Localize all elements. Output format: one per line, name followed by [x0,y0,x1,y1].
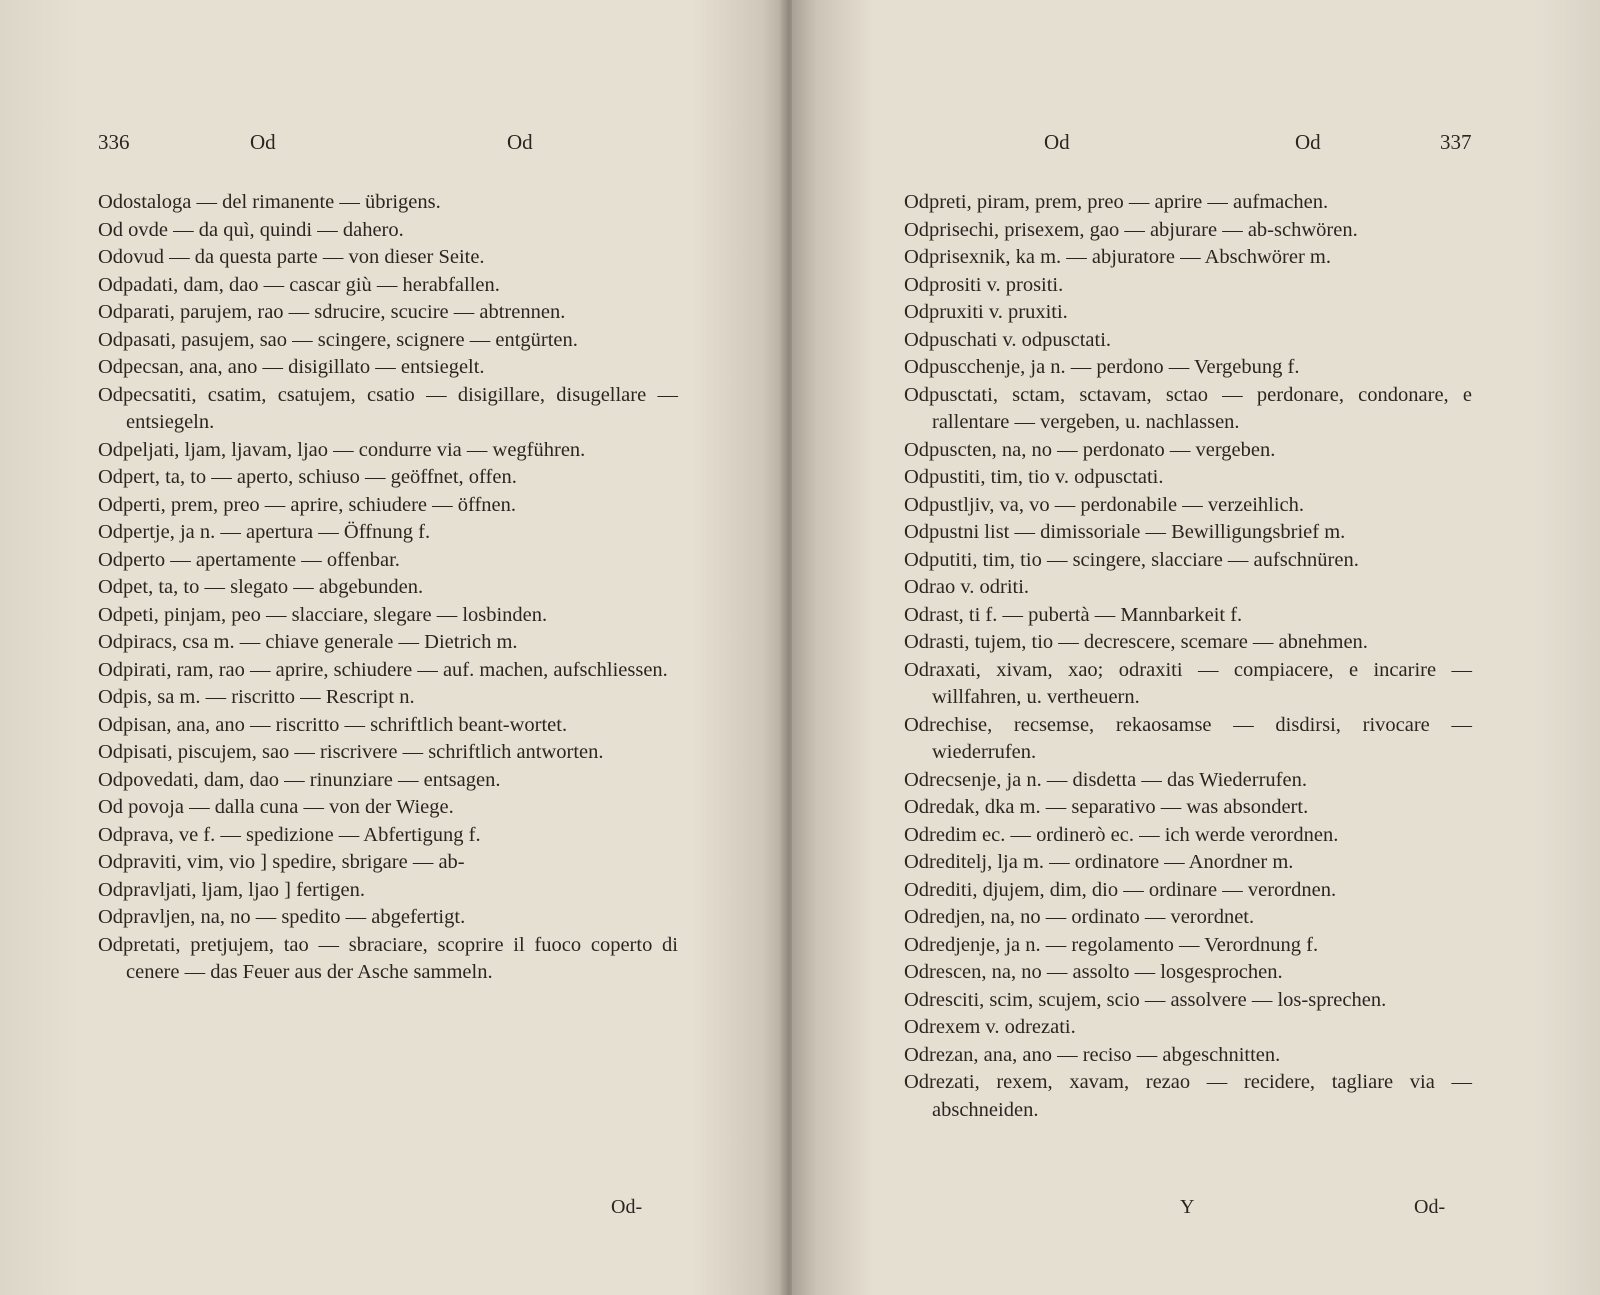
dictionary-entry: Odrasti, tujem, tio — decrescere, scemare — abnehmen. [904,631,1368,653]
dictionary-entry: Odprisechi, prisexem, gao — abjurare — ab-schwören. [904,218,1358,241]
dictionary-entry: Odpet, ta, to — slegato — abgebunden. [98,576,424,598]
dictionary-entry: Odperto — apertamente — offenbar. [98,548,400,571]
dictionary-entry: Odredjenje, ja n. — regolamento — Verordnung f. [904,933,1319,956]
dictionary-entry: Odredak, dka m. — separativo — was absondert. [904,796,1309,818]
dictionary-entry: Odpecsan, ana, ano — disigillato — entsiegelt. [98,356,485,378]
right-catchword: Od- [1414,1196,1446,1218]
dictionary-entry: Odpirati, ram, rao — aprire, schiudere — auf. machen, aufschliessen. [98,658,668,681]
left-page-number: 336 [98,130,130,154]
left-headword-right: Od [507,130,533,154]
dictionary-entry: Odrezan, ana, ano — reciso — abgeschnitten. [904,1043,1281,1066]
dictionary-entry: Odpert, ta, to — aperto, schiuso — geöffnet, offen. [98,466,517,488]
right-entry-list [904,189,1472,1124]
dictionary-entry: Odpadati, dam, dao — cascar giù — herabfallen. [98,273,500,296]
dictionary-entry: Odpeti, pinjam, peo — slacciare, slegare — losbinden. [98,603,548,626]
right-running-header [792,130,1600,166]
dictionary-entry: Odpuscten, na, no — perdonato — vergeben. [904,438,1276,461]
dictionary-entry: Odrechise, recsemse, rekaosamse — disdirsi, rivocare — wiederrufen. [904,713,1472,763]
dictionary-entry: Odprisexnik, ka m. — abjuratore — Abschwörer m. [904,246,1331,268]
dictionary-entry: Odpertje, ja n. — apertura — Öffnung f. [98,521,431,543]
dictionary-entry: Od ovde — da quì, quindi — dahero. [98,218,404,241]
dictionary-entry: Odreditelj, lja m. — ordinatore — Anordner m. [904,851,1294,873]
dictionary-entry: Odpreti, piram, prem, preo — aprire — aufmachen. [904,191,1329,213]
dictionary-entry: Odpiracs, csa m. — chiave generale — Dietrich m. [98,631,518,653]
dictionary-entry: Odpustni list — dimissoriale — Bewilligungsbrief m. [904,521,1346,543]
left-running-header [0,130,786,166]
right-page-number: 337 [1440,130,1472,154]
dictionary-entry: Odprositi v. prositi. [904,273,1064,296]
dictionary-entry: Odovud — da questa parte — von dieser Seite. [98,246,485,268]
dictionary-entry: Odpustiti, tim, tio v. odpusctati. [904,466,1164,488]
dictionary-entry: Odperti, prem, preo — aprire, schiudere — öffnen. [98,493,517,516]
dictionary-entry: Odpustljiv, va, vo — perdonabile — verzeihlich. [904,493,1305,516]
dictionary-entry: Odrediti, djujem, dim, dio — ordinare — verordnen. [904,878,1337,901]
dictionary-entry: Odpis, sa m. — riscritto — Rescript n. [98,686,415,708]
right-headword-right: Od [1295,130,1321,154]
dictionary-entry: Odpuscchenje, ja n. — perdono — Vergebung f. [904,356,1300,378]
dictionary-entry: Odpusctati, sctam, sctavam, sctao — perdonare, condonare, e rallentare — vergeben, u. nachlassen. [904,383,1472,433]
dictionary-entry: Odredim ec. — ordinerò ec. — ich werde verordnen. [904,823,1339,846]
dictionary-entry: Odputiti, tim, tio — scingere, slacciare — aufschnüren. [904,548,1359,571]
dictionary-entry: Odpruxiti v. pruxiti. [904,301,1068,323]
left-page [0,0,786,1295]
right-page [792,0,1600,1295]
dictionary-entry: Odpravljen, na, no — spedito — abgefertigt. [98,906,466,928]
dictionary-entry: Odpravljati, ljam, ljao ] fertigen. [98,878,365,901]
dictionary-entry: Odredjen, na, no — ordinato — verordnet. [904,906,1255,928]
dictionary-entry: Odpeljati, ljam, ljavam, ljao — condurre via — wegführen. [98,438,586,461]
dictionary-entry: Odpretati, pretjujem, tao — sbraciare, scoprire il fuoco coperto di cenere — das Feuer aus der Asche sammeln. [98,933,678,983]
dictionary-entry: Odresciti, scim, scujem, scio — assolvere — los-sprechen. [904,988,1387,1011]
left-headword-left: Od [250,130,276,154]
dictionary-entry: Odpisati, piscujem, sao — riscrivere — schriftlich antworten. [98,741,604,763]
dictionary-entry: Odrescen, na, no — assolto — losgesprochen. [904,961,1283,983]
dictionary-entry: Odparati, parujem, rao — sdrucire, scucire — abtrennen. [98,301,566,323]
right-headword-left: Od [1044,130,1070,154]
dictionary-entry: Odpisan, ana, ano — riscritto — schriftlich beant-wortet. [98,713,568,736]
dictionary-entry: Odpovedati, dam, dao — rinunziare — entsagen. [98,768,501,791]
dictionary-entry: Od povoja — dalla cuna — von der Wiege. [98,796,454,818]
dictionary-entry: Odrezati, rexem, xavam, rezao — recidere, tagliare via — abschneiden. [904,1071,1472,1121]
dictionary-entry: Odpraviti, vim, vio ] spedire, sbrigare — ab- [98,851,465,873]
dictionary-entry: Odrecsenje, ja n. — disdetta — das Wiederrufen. [904,768,1307,791]
left-catchword: Od- [611,1196,643,1218]
dictionary-entry: Odrexem v. odrezati. [904,1016,1076,1038]
left-entry-list [98,189,678,987]
dictionary-entry: Odrao v. odriti. [904,576,1030,598]
dictionary-entry: Odpecsatiti, csatim, csatujem, csatio — disigillare, disugellare — entsiegeln. [98,383,678,433]
signature-mark: Y [1180,1196,1195,1218]
dictionary-entry: Odostaloga — del rimanente — übrigens. [98,191,441,213]
dictionary-entry: Odpuschati v. odpusctati. [904,328,1112,351]
dictionary-entry: Odpasati, pasujem, sao — scingere, scignere — entgürten. [98,328,578,351]
dictionary-entry: Odprava, ve f. — spedizione — Abfertigung f. [98,823,481,846]
dictionary-entry: Odraxati, xivam, xao; odraxiti — compiacere, e incarire — willfahren, u. vertheuern. [904,658,1472,708]
dictionary-entry: Odrast, ti f. — pubertà — Mannbarkeit f. [904,603,1243,626]
